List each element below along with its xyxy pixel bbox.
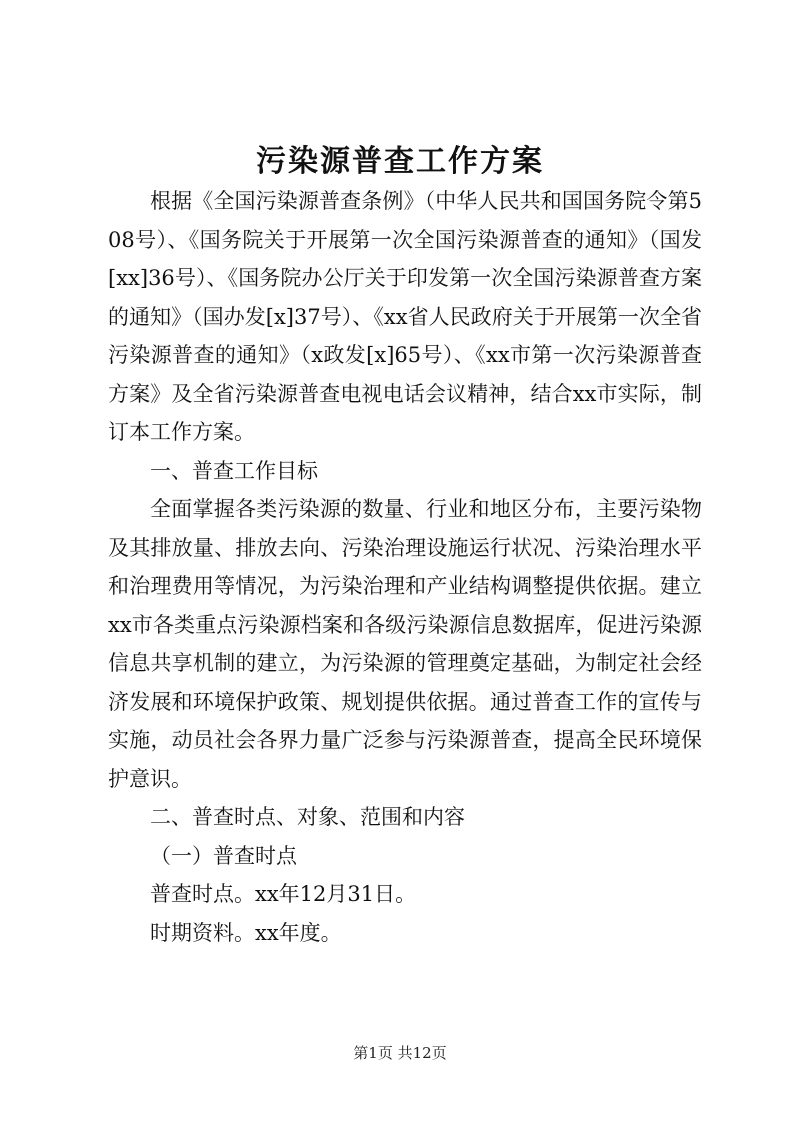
intro-paragraph: 根据《全国污染源普查条例》（中华人民共和国国务院令第508号）、《国务院关于开展第一次全国污染源普查的通知》（国发[xx]36号）、《国务院办公厅关于印发第一次全国污染源普查方案的通知》（国办发[x]37号）、《xx省人民政府关于开展第一次全省污染源普查的通知》（x政发[x]65号）、《xx市第一次污染源普查方案》及全省污染源普查电视电话会议精神，结合xx市实际，制订本工作方案。 [108,189,702,444]
period-data-paragraph: 时期资料。xx年度。 [150,920,342,945]
goals-paragraph: 全面掌握各类污染源的数量、行业和地区分布，主要污染物及其排放量、排放去向、污染治理设施运行状况、污染治理水平和治理费用等情况，为污染治理和产业结构调整提供依据。建立xx市各类重点污染源档案和各级污染源信息数据库，促进污染源信息共享机制的建立，为污染源的管理奠定基础，为制定社会经济发展和环境保护政策、规划提供依据。通过普查工作的宣传与实施，动员社会各界力量广泛参与污染源普查，提高全民环境保护意识。 [108,497,702,791]
document-title: 污染源普查工作方案 [256,144,544,179]
time-point-paragraph: 普查时点。xx年12月31日。 [150,882,417,906]
section-heading-goals: 一、普查工作目标 [150,458,318,483]
document-body [108,182,702,952]
page-footer: 第1页 共12页 [353,1044,447,1062]
section-heading-scope: 二、普查时点、对象、范围和内容 [150,805,465,829]
subsection-heading-time: （一）普查时点 [150,843,297,868]
